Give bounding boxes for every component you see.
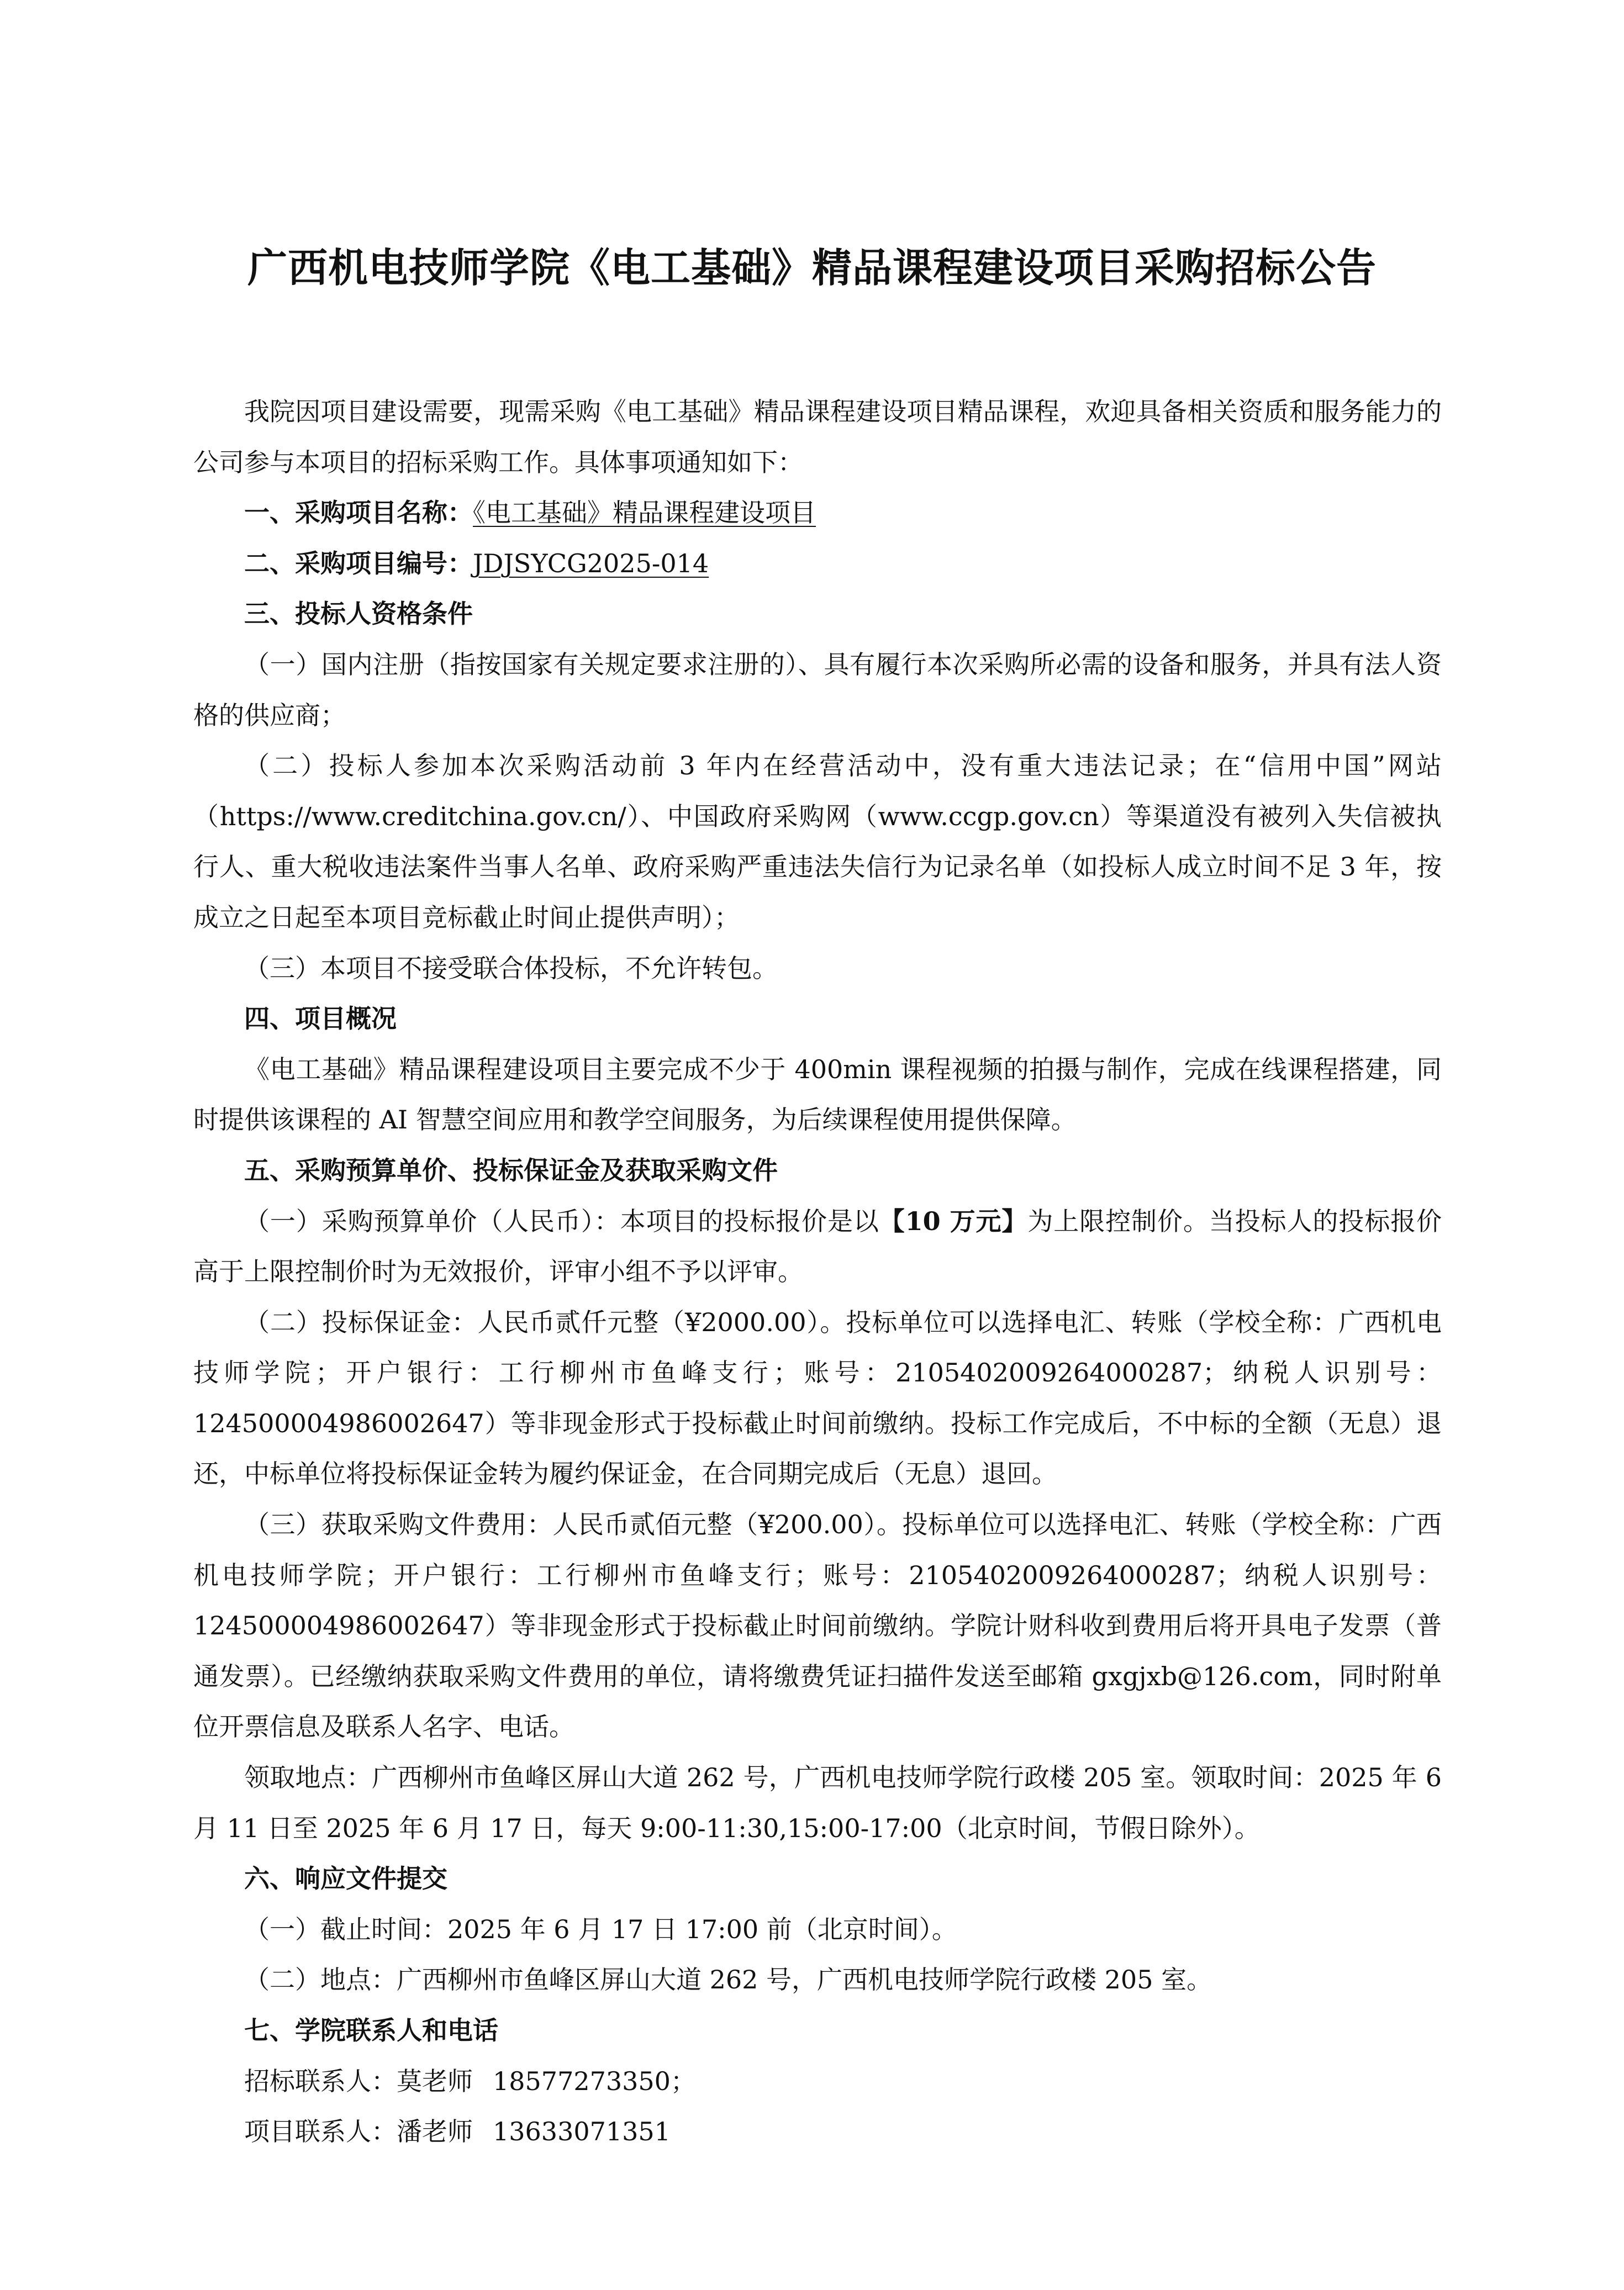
contact-project [193, 2107, 1442, 2157]
procurement-number-value: JDJSYCG2025-014 [473, 548, 709, 578]
document-fee-item: （三）获取采购文件费用：人民币贰佰元整（¥200.00）。投标单位可以选择电汇、转账（学校全称：广西机电技师学院；开户银行：工行柳州市鱼峰支行；账号：2105402009264000287；纳税人识别号：124500004986002647）等非现金形式于投标截止时间前缴纳。学院计财科收到费用后将开具电子发票（普通发票）。已经缴纳获取采购文件费用的单位，请将缴费凭证扫描件发送至邮箱 gxgjxb@126.com，同时附单位开票信息及联系人名字、电话。 [193, 1510, 1442, 1742]
contact-label: 招标联系人：莫老师 [244, 2066, 473, 2096]
pickup-location-item: 领取地点：广西柳州市鱼峰区屏山大道 262 号，广西机电技师学院行政楼 205 室。领取时间：2025 年 6 月 11 日至 2025 年 6 月 17 日，每天 9:00-11:30,15:00-17:00（北京时间，节假日除外）。 [193, 1763, 1442, 1843]
section-heading-qualifications: 三、投标人资格条件 [244, 599, 473, 629]
document-title: 广西机电技师学院《电工基础》精品课程建设项目采购招标公告 [247, 245, 1377, 291]
section-heading-overview: 四、项目概况 [244, 1004, 397, 1034]
section-heading: 二、采购项目编号： [244, 548, 473, 578]
submission-deadline: （一）截止时间：2025 年 6 月 17 日 17:00 前（北京时间）。 [244, 1914, 957, 1944]
procurement-name-value: 《电工基础》精品课程建设项目 [473, 498, 816, 528]
section-heading-submission: 六、响应文件提交 [244, 1864, 447, 1894]
budget-text-after: 为上限控制价。当投标人的投标报价高于上限控制价时为无效报价，评审小组不予以评审。 [193, 1206, 1442, 1287]
overview-paragraph: 《电工基础》精品课程建设项目主要完成不少于 400min 课程视频的拍摄与制作，完成在线课程搭建，同时提供该课程的 AI 智慧空间应用和教学空间服务，为后续课程使用提供保障。 [193, 1054, 1442, 1135]
budget-cap-amount: 【10 万元】 [879, 1206, 1028, 1236]
contact-phone: 13633071351 [493, 2117, 671, 2147]
section-heading: 一、采购项目名称： [244, 498, 473, 528]
contact-bidding [193, 2056, 1442, 2107]
section-procurement-name [193, 488, 1442, 539]
budget-item-1 [193, 1196, 1442, 1297]
deposit-item: （二）投标保证金：人民币贰仟元整（¥2000.00）。投标单位可以选择电汇、转账（学校全称：广西机电技师学院；开户银行：工行柳州市鱼峰支行；账号：2105402009264000287；纳税人识别号：124500004986002647）等非现金形式于投标截止时间前缴纳。投标工作完成后，不中标的全额（无息）退还，中标单位将投标保证金转为履约保证金，在合同期完成后（无息）退回。 [193, 1307, 1442, 1489]
budget-text-before: （一）采购预算单价（人民币）：本项目的投标报价是以 [244, 1206, 879, 1236]
submission-location: （二）地点：广西柳州市鱼峰区屏山大道 262 号，广西机电技师学院行政楼 205 室。 [244, 1965, 1212, 1995]
section-heading-contacts: 七、学院联系人和电话 [244, 2015, 498, 2045]
contact-phone: 18577273350； [493, 2066, 696, 2096]
document-body [193, 387, 1442, 2157]
intro-paragraph: 我院因项目建设需要，现需采购《电工基础》精品课程建设项目精品课程，欢迎具备相关资质和服务能力的公司参与本项目的招标采购工作。具体事项通知如下： [193, 397, 1442, 477]
qualification-item-3: （三）本项目不接受联合体投标，不允许转包。 [244, 953, 778, 983]
qualification-item-1: （一）国内注册（指按国家有关规定要求注册的）、具有履行本次采购所必需的设备和服务，并具有法人资格的供应商； [193, 649, 1442, 730]
section-heading-budget: 五、采购预算单价、投标保证金及获取采购文件 [244, 1155, 778, 1185]
qualification-item-2: （二）投标人参加本次采购活动前 3 年内在经营活动中，没有重大违法记录；在“信用中国”网站（https://www.creditchina.gov.cn/）、中国政府采购网（www.ccgp.gov.cn）等渠道没有被列入失信被执行人、重大税收违法案件当事人名单、政府采购严重违法失信行为记录名单（如投标人成立时间不足 3 年，按成立之日起至本项目竞标截止时间止提供声明）； [193, 751, 1442, 932]
section-procurement-number [193, 539, 1442, 589]
contact-label: 项目联系人：潘老师 [244, 2117, 473, 2147]
